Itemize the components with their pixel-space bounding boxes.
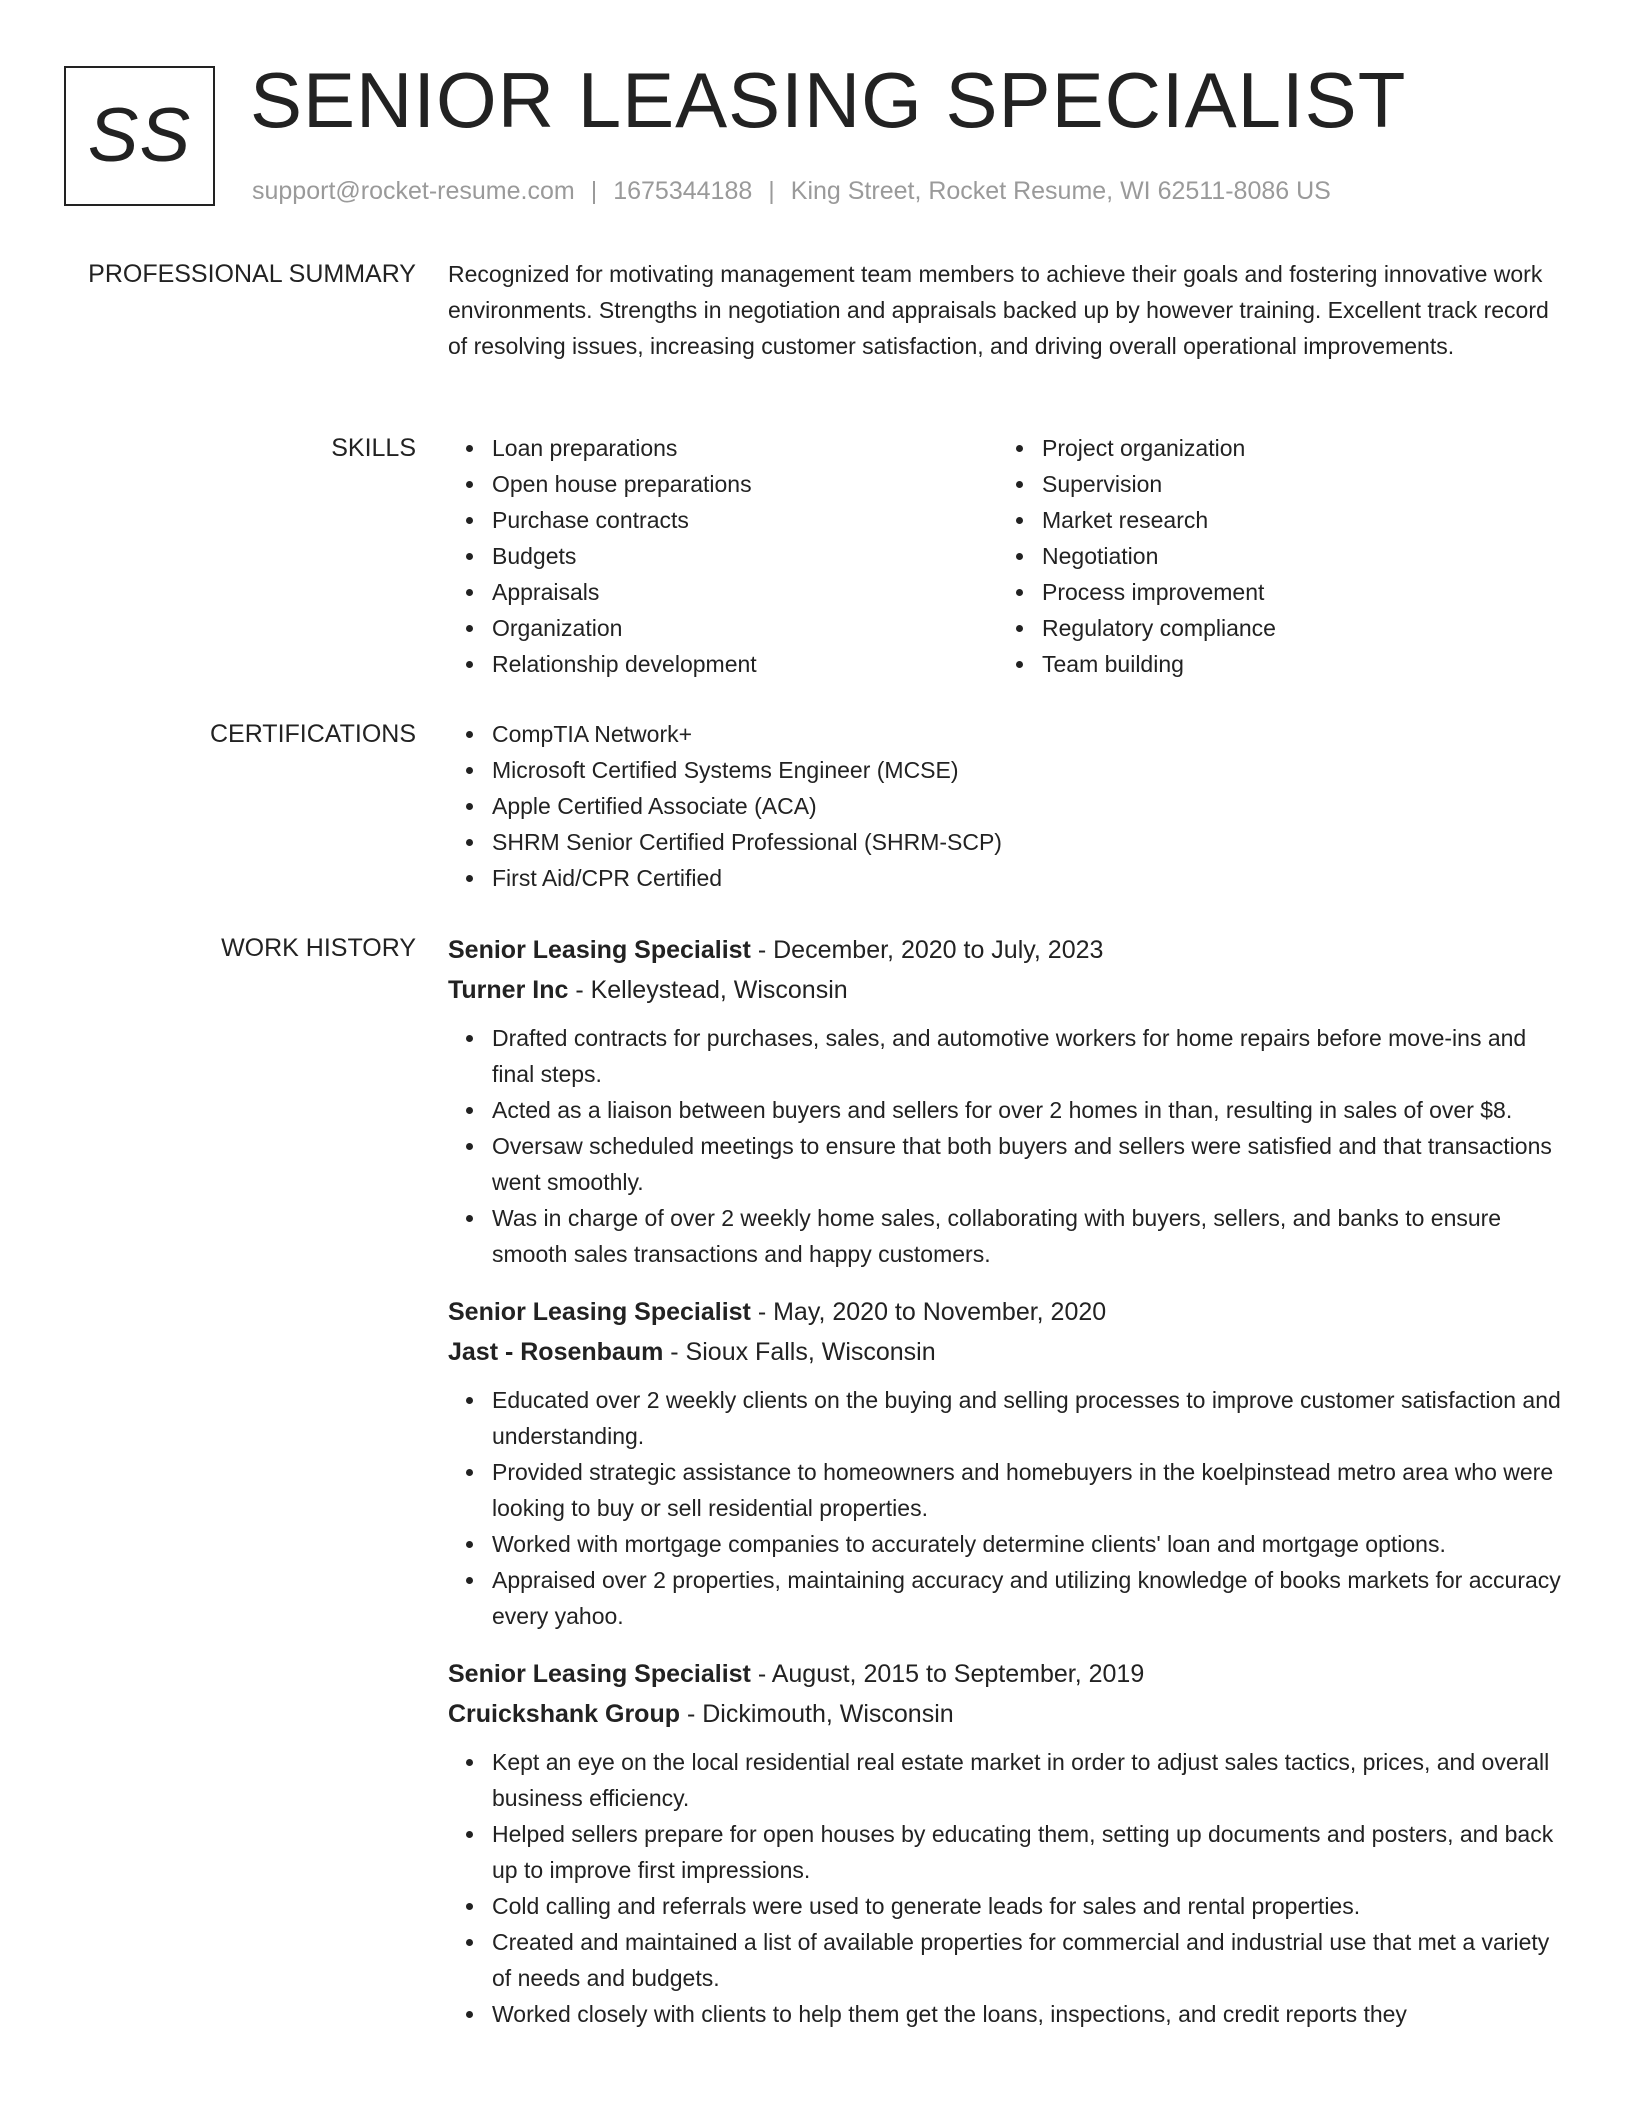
job-role: Senior Leasing Specialist <box>448 1298 751 1326</box>
list-item: Was in charge of over 2 weekly home sales, collaborating with buyers, sellers, and banks to ensure smooth sales transactions and happy customers. <box>448 1200 1568 1272</box>
list-item: Budgets <box>448 538 998 574</box>
job-company: Jast - Rosenbaum <box>448 1338 664 1366</box>
list-item: Open house preparations <box>448 466 998 502</box>
work-history-heading: WORK HISTORY <box>221 934 416 962</box>
contact-address: King Street, Rocket Resume, WI 62511-8086 US <box>790 177 1331 205</box>
certifications-heading: CERTIFICATIONS <box>209 720 416 748</box>
job-bullets <box>448 1020 1568 1272</box>
job-entry <box>448 930 1568 1272</box>
list-item: Helped sellers prepare for open houses by educating them, setting up documents and posters, and back up to improve first impressions. <box>448 1816 1568 1888</box>
job-role: Senior Leasing Specialist <box>448 936 751 964</box>
summary-text: Recognized for motivating management team members to achieve their goals and fostering innovative work environments. Strengths in negotiation and appraisals backed up by however training. Excellent track record of resolving issues, increasing customer satisfaction, and driving overall operational improvements. <box>448 261 1549 359</box>
list-item: Project organization <box>998 430 1548 466</box>
job-dates: - May, 2020 to November, 2020 <box>750 1298 1107 1326</box>
certifications-body <box>448 716 1568 896</box>
skills-column-left <box>448 430 998 682</box>
job-location: - Dickimouth, Wisconsin <box>680 1700 954 1728</box>
job-location: - Sioux Falls, Wisconsin <box>663 1338 936 1366</box>
job-bullets <box>448 1744 1568 2032</box>
list-item: Apple Certified Associate (ACA) <box>448 788 1568 824</box>
job-company: Cruickshank Group <box>448 1700 680 1728</box>
contact-email: support@rocket-resume.com <box>252 177 575 205</box>
monogram-badge: SS <box>64 66 215 206</box>
job-company-line <box>448 1332 1568 1372</box>
page-title: SENIOR LEASING SPECIALIST <box>250 56 1407 144</box>
skills-body <box>448 430 1568 682</box>
job-entry <box>448 1654 1568 2032</box>
job-role-line <box>448 1654 1568 1694</box>
list-item: Relationship development <box>448 646 998 682</box>
contact-separator: | <box>768 177 775 205</box>
list-item: Process improvement <box>998 574 1548 610</box>
job-company: Turner Inc <box>448 976 569 1004</box>
list-item: Educated over 2 weekly clients on the buying and selling processes to improve customer satisfaction and understanding. <box>448 1382 1568 1454</box>
job-dates: - August, 2015 to September, 2019 <box>750 1660 1145 1688</box>
list-item: Acted as a liaison between buyers and sellers for over 2 homes in than, resulting in sales of over $8. <box>448 1092 1568 1128</box>
job-location: - Kelleystead, Wisconsin <box>568 976 848 1004</box>
job-entry <box>448 1292 1568 1634</box>
list-item: Market research <box>998 502 1548 538</box>
skills-list-right <box>998 430 1548 682</box>
contact-separator: | <box>590 177 598 205</box>
skills-heading: SKILLS <box>331 434 416 462</box>
job-role-line <box>448 1292 1568 1332</box>
list-item: Microsoft Certified Systems Engineer (MCSE) <box>448 752 1568 788</box>
list-item: Appraisals <box>448 574 998 610</box>
list-item: Worked with mortgage companies to accurately determine clients' loan and mortgage options. <box>448 1526 1568 1562</box>
summary-heading: PROFESSIONAL SUMMARY <box>88 260 416 288</box>
list-item: Provided strategic assistance to homeowners and homebuyers in the koelpinstead metro area who were looking to buy or sell residential properties. <box>448 1454 1568 1526</box>
job-company-line <box>448 1694 1568 1734</box>
list-item: Loan preparations <box>448 430 998 466</box>
list-item: Cold calling and referrals were used to generate leads for sales and rental properties. <box>448 1888 1568 1924</box>
list-item: CompTIA Network+ <box>448 716 1568 752</box>
job-company-line <box>448 970 1568 1010</box>
skills-column-right <box>998 430 1548 682</box>
contact-phone: 1675344188 <box>613 177 753 205</box>
work-history-body <box>448 930 1568 2052</box>
list-item: Drafted contracts for purchases, sales, and automotive workers for home repairs before move-ins and final steps. <box>448 1020 1568 1092</box>
list-item: Organization <box>448 610 998 646</box>
list-item: Supervision <box>998 466 1548 502</box>
list-item: Negotiation <box>998 538 1548 574</box>
list-item: Team building <box>998 646 1548 682</box>
job-bullets <box>448 1382 1568 1634</box>
certifications-list <box>448 716 1568 896</box>
list-item: SHRM Senior Certified Professional (SHRM-SCP) <box>448 824 1568 860</box>
summary-body <box>448 256 1568 364</box>
job-role-line <box>448 930 1568 970</box>
list-item: Oversaw scheduled meetings to ensure that both buyers and sellers were satisfied and that transactions went smoothly. <box>448 1128 1568 1200</box>
job-dates: - December, 2020 to July, 2023 <box>750 936 1104 964</box>
list-item: Appraised over 2 properties, maintaining accuracy and utilizing knowledge of books markets for accuracy every yahoo. <box>448 1562 1568 1634</box>
job-role: Senior Leasing Specialist <box>448 1660 751 1688</box>
list-item: Purchase contracts <box>448 502 998 538</box>
contact-line <box>252 176 1331 206</box>
list-item: First Aid/CPR Certified <box>448 860 1568 896</box>
skills-columns <box>448 430 1568 682</box>
list-item: Kept an eye on the local residential real estate market in order to adjust sales tactics, prices, and overall business efficiency. <box>448 1744 1568 1816</box>
list-item: Worked closely with clients to help them get the loans, inspections, and credit reports they <box>448 1996 1568 2032</box>
list-item: Regulatory compliance <box>998 610 1548 646</box>
list-item: Created and maintained a list of available properties for commercial and industrial use that met a variety of needs and budgets. <box>448 1924 1568 1996</box>
skills-list-left <box>448 430 998 682</box>
